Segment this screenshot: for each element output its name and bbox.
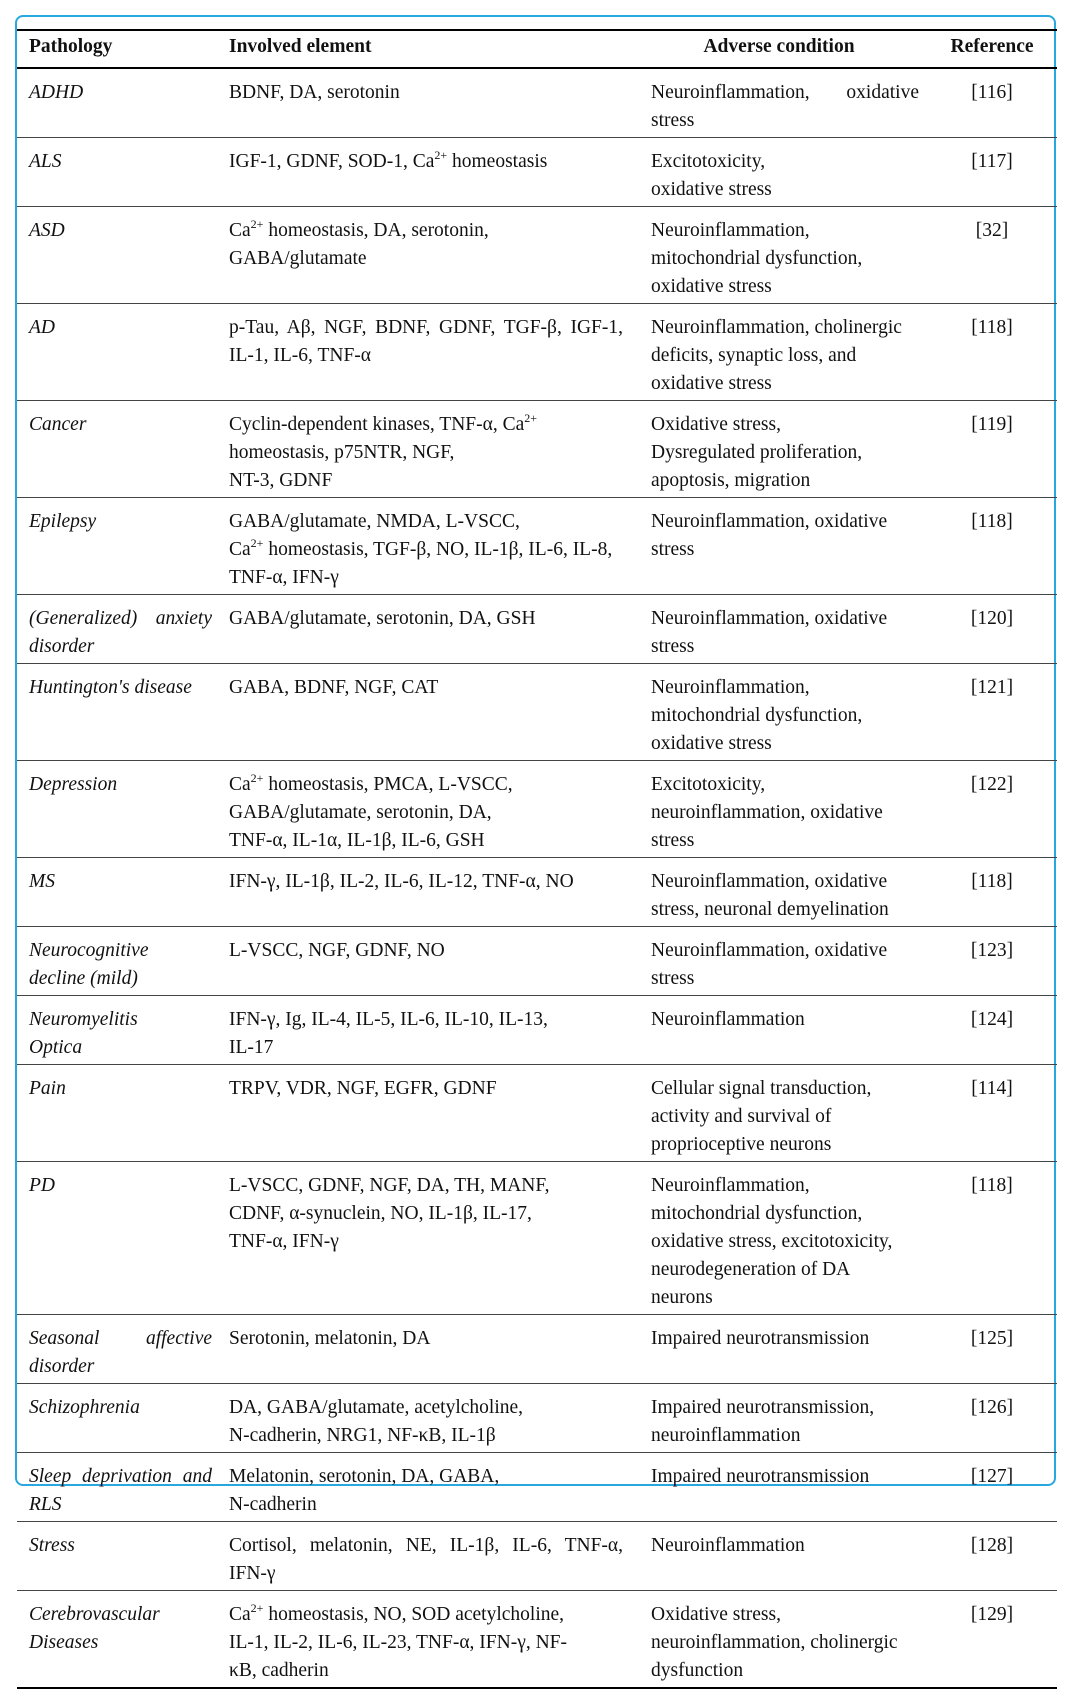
- table-row: [17, 1453, 1057, 1522]
- cell-adverse-condition: Neuroinflammation, oxidative stress, neuronal demyelination: [631, 858, 927, 927]
- cell-pathology: Depression: [17, 761, 213, 858]
- table-row: [17, 207, 1057, 304]
- table-row: [17, 138, 1057, 207]
- header-adverse-condition: Adverse condition: [631, 30, 927, 68]
- cell-involved-element: GABA/glutamate, serotonin, DA, GSH: [213, 595, 631, 664]
- cell-reference: [129]: [927, 1591, 1057, 1689]
- cell-adverse-condition: Neuroinflammation: [631, 1522, 927, 1591]
- cell-involved-element: Cyclin-dependent kinases, TNF-α, $Ca^{2+}$ homeostasis, p75NTR, NGF, NT-3, GDNF: [213, 401, 631, 498]
- table-row: [17, 68, 1057, 138]
- cell-involved-element: $Ca^{2+}$ homeostasis, DA, serotonin, GABA/glutamate: [213, 207, 631, 304]
- cell-pathology: Stress: [17, 1522, 213, 1591]
- cell-adverse-condition: Excitotoxicity, neuroinflammation, oxidative stress: [631, 761, 927, 858]
- cell-involved-element: $Ca^{2+}$ homeostasis, NO, SOD acetylcholine, IL-1, IL-2, IL-6, IL-23, TNF-α, IFN-γ, NF- κB, cadherin: [213, 1591, 631, 1689]
- cell-reference: [119]: [927, 401, 1057, 498]
- cell-pathology: ALS: [17, 138, 213, 207]
- table-row: [17, 664, 1057, 761]
- cell-involved-element: $Ca^{2+}$ homeostasis, PMCA, L-VSCC, GABA/glutamate, serotonin, DA, TNF-α, IL-1α, IL-1β, IL-6, GSH: [213, 761, 631, 858]
- table-row: [17, 498, 1057, 595]
- cell-adverse-condition: Excitotoxicity, oxidative stress: [631, 138, 927, 207]
- cell-reference: [32]: [927, 207, 1057, 304]
- cell-involved-element: IFN-γ, IL-1β, IL-2, IL-6, IL-12, TNF-α, NO: [213, 858, 631, 927]
- cell-pathology: Cancer: [17, 401, 213, 498]
- cell-adverse-condition: Neuroinflammation, mitochondrial dysfunction, oxidative stress: [631, 207, 927, 304]
- cell-adverse-condition: Oxidative stress, neuroinflammation, cholinergic dysfunction: [631, 1591, 927, 1689]
- cell-reference: [127]: [927, 1453, 1057, 1522]
- cell-pathology: Neuromyelitis Optica: [17, 996, 213, 1065]
- table-row: [17, 1065, 1057, 1162]
- cell-reference: [123]: [927, 927, 1057, 996]
- cell-adverse-condition: Neuroinflammation, cholinergic deficits, synaptic loss, and oxidative stress: [631, 304, 927, 401]
- table-row: [17, 996, 1057, 1065]
- table-row: [17, 595, 1057, 664]
- header-row: [17, 30, 1057, 68]
- cell-involved-element: L-VSCC, GDNF, NGF, DA, TH, MANF, CDNF, α-synuclein, NO, IL-1β, IL-17, TNF-α, IFN-γ: [213, 1162, 631, 1315]
- cell-reference: [116]: [927, 68, 1057, 138]
- cell-reference: [124]: [927, 996, 1057, 1065]
- cell-pathology: (Generalized) anxiety disorder: [17, 595, 213, 664]
- cell-reference: [120]: [927, 595, 1057, 664]
- cell-involved-element: L-VSCC, NGF, GDNF, NO: [213, 927, 631, 996]
- cell-pathology: Seasonal affective disorder: [17, 1315, 213, 1384]
- cell-reference: [122]: [927, 761, 1057, 858]
- cell-adverse-condition: Impaired neurotransmission, neuroinflammation: [631, 1384, 927, 1453]
- table-row: [17, 1315, 1057, 1384]
- cell-reference: [118]: [927, 498, 1057, 595]
- cell-pathology: Neurocognitive decline (mild): [17, 927, 213, 996]
- cell-pathology: Schizophrenia: [17, 1384, 213, 1453]
- cell-pathology: Pain: [17, 1065, 213, 1162]
- cell-pathology: Epilepsy: [17, 498, 213, 595]
- cell-involved-element: Serotonin, melatonin, DA: [213, 1315, 631, 1384]
- cell-reference: [121]: [927, 664, 1057, 761]
- cell-adverse-condition: Neuroinflammation, oxidative stress: [631, 68, 927, 138]
- cell-involved-element: TRPV, VDR, NGF, EGFR, GDNF: [213, 1065, 631, 1162]
- table-row: [17, 1591, 1057, 1689]
- cell-adverse-condition: Neuroinflammation, mitochondrial dysfunction, oxidative stress: [631, 664, 927, 761]
- table-row: [17, 761, 1057, 858]
- cell-adverse-condition: Oxidative stress, Dysregulated proliferation, apoptosis, migration: [631, 401, 927, 498]
- cell-pathology: Cerebrovascular Diseases: [17, 1591, 213, 1689]
- header-involved-element: Involved element: [213, 30, 631, 68]
- table-row: [17, 1384, 1057, 1453]
- cell-reference: [114]: [927, 1065, 1057, 1162]
- table-row: [17, 1522, 1057, 1591]
- cell-adverse-condition: Neuroinflammation, oxidative stress: [631, 498, 927, 595]
- table-body: [17, 68, 1057, 1688]
- pathology-table: [17, 29, 1057, 1689]
- cell-involved-element: IFN-γ, Ig, IL-4, IL-5, IL-6, IL-10, IL-13, IL-17: [213, 996, 631, 1065]
- table-row: [17, 927, 1057, 996]
- cell-involved-element: Melatonin, serotonin, DA, GABA, N-cadherin: [213, 1453, 631, 1522]
- cell-involved-element: Cortisol, melatonin, NE, IL-1β, IL-6, TNF-α, IFN-γ: [213, 1522, 631, 1591]
- cell-reference: [118]: [927, 304, 1057, 401]
- cell-pathology: ASD: [17, 207, 213, 304]
- cell-reference: [125]: [927, 1315, 1057, 1384]
- table-row: [17, 401, 1057, 498]
- cell-involved-element: GABA, BDNF, NGF, CAT: [213, 664, 631, 761]
- cell-pathology: Sleep deprivation and RLS: [17, 1453, 213, 1522]
- cell-pathology: Huntington's disease: [17, 664, 213, 761]
- cell-reference: [118]: [927, 1162, 1057, 1315]
- cell-adverse-condition: Neuroinflammation, mitochondrial dysfunction, oxidative stress, excitotoxicity, neurodegeneration of DA neurons: [631, 1162, 927, 1315]
- cell-reference: [118]: [927, 858, 1057, 927]
- header-reference: Reference: [927, 30, 1057, 68]
- cell-reference: [117]: [927, 138, 1057, 207]
- cell-adverse-condition: Impaired neurotransmission: [631, 1453, 927, 1522]
- table-row: [17, 858, 1057, 927]
- cell-involved-element: p-Tau, Aβ, NGF, BDNF, GDNF, TGF-β, IGF-1, IL-1, IL-6, TNF-α: [213, 304, 631, 401]
- cell-pathology: ADHD: [17, 68, 213, 138]
- cell-pathology: AD: [17, 304, 213, 401]
- cell-adverse-condition: Cellular signal transduction, activity and survival of proprioceptive neurons: [631, 1065, 927, 1162]
- header-pathology: Pathology: [17, 30, 213, 68]
- cell-adverse-condition: Impaired neurotransmission: [631, 1315, 927, 1384]
- cell-adverse-condition: Neuroinflammation: [631, 996, 927, 1065]
- cell-pathology: PD: [17, 1162, 213, 1315]
- cell-pathology: MS: [17, 858, 213, 927]
- cell-involved-element: DA, GABA/glutamate, acetylcholine, N-cadherin, NRG1, NF-κB, IL-1β: [213, 1384, 631, 1453]
- cell-involved-element: BDNF, DA, serotonin: [213, 68, 631, 138]
- cell-adverse-condition: Neuroinflammation, oxidative stress: [631, 927, 927, 996]
- cell-reference: [128]: [927, 1522, 1057, 1591]
- cell-reference: [126]: [927, 1384, 1057, 1453]
- table-row: [17, 1162, 1057, 1315]
- cell-involved-element: IGF-1, GDNF, SOD-1, $Ca^{2+}$ homeostasis: [213, 138, 631, 207]
- cell-adverse-condition: Neuroinflammation, oxidative stress: [631, 595, 927, 664]
- table-row: [17, 304, 1057, 401]
- cell-involved-element: GABA/glutamate, NMDA, L-VSCC, $Ca^{2+}$ homeostasis, TGF-β, NO, IL-1β, IL-6, IL-8, TNF-α, IFN-γ: [213, 498, 631, 595]
